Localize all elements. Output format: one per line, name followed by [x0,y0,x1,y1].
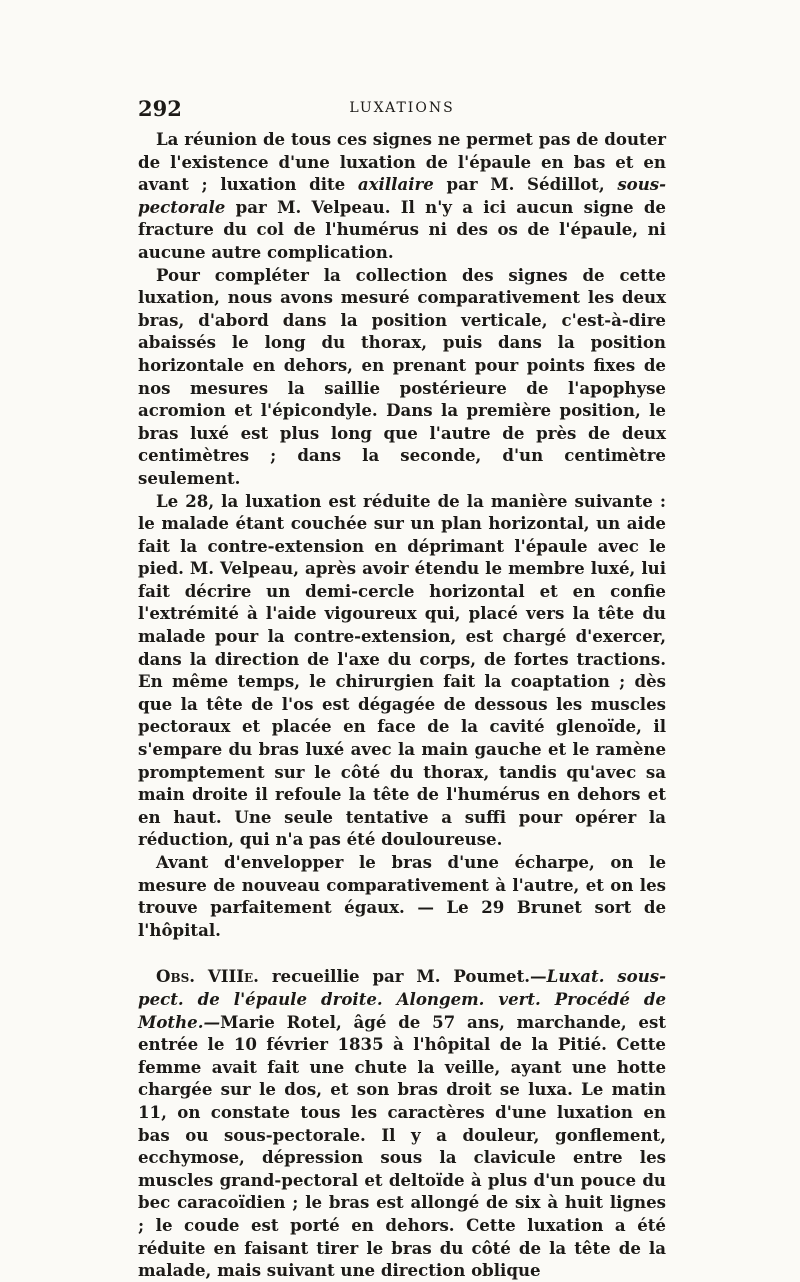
observation-8: Obs. VIIIe. recueillie par M. Poumet.—Luxat. sous-pect. de l'épaule droite. Alongem. vert. Procédé de Mothe.—Marie Rotel, âgé de 57 ans, marchande, est entrée le 10 février 1835 à l'hôpital de la Pitié. Cette femme avait fait une chute la veille, ayant une hotte chargée sur le dos, et son bras droit se luxa. Le matin 11, on constate tous les caractères d'une luxation en bas ou sous-pectorale. Il y a douleur, gonflement, ecchymose, dépression sous la clavicule entre les muscles grand-pectoral et deltoïde à plus d'un pouce du bec caracoïdien ; le bras est allongé de six à huit lignes ; le coude est porté en dehors. Cette luxation a été réduite en faisant tirer le bras du côté de la tête de la malade, mais suivant une direction oblique [138,966,667,1281]
obs-label: Obs. VIIIe. [156,966,259,987]
running-head: LUXATIONS [349,100,455,116]
page-number: 292 [138,96,182,121]
page-header [138,96,666,122]
italic-axillaire: axillaire [357,174,434,195]
paragraph-2: Pour compléter la collection des signes de cette luxation, nous avons mesuré comparativement les deux bras, d'abord dans la position verticale, c'est-à-dire abaissés le long du thorax, puis dans la position horizontale en dehors, en prenant pour points fixes de nos mesures la saillie postérieure de l'apophyse acromion et l'épicondyle. Dans la première position, le bras luxé est plus long que l'autre de près de deux centimètres ; dans la seconde, d'un centimètre seulement. [138,264,666,488]
paragraph-4: Avant d'envelopper le bras d'une écharpe, on le mesure de nouveau comparativement à l'autre, et on les trouve parfaitement égaux. — Le 29 Brunet sort de l'hôpital. [138,852,666,940]
body-text [138,128,666,1282]
paragraph-3: Le 28, la luxation est réduite de la manière suivante : le malade étant couchée sur un plan horizontal, un aide fait la contre-extension en déprimant l'épaule avec le pied. M. Velpeau, après avoir étendu le membre luxé, lui fait décrire un demi-cercle horizontal et en confie l'extrémité à l'aide vigoureux qui, placé vers la tête du malade pour la contre-extension, est chargé d'exercer, dans la direction de l'axe du corps, de fortes tractions. En même temps, le chirurgien fait la coaptation ; dès que la tête de l'os est dégagée de dessous les muscles pectoraux et placée en face de la cavité glenoïde, il s'empare du bras luxé avec la main gauche et le ramène promptement sur le côté du thorax, tandis qu'avec sa main droite il refoule la tête de l'humérus en dehors et en haut. Une seule tentative a suffi pour opérer la réduction, qui n'a pas été douloureuse. [138,490,666,850]
italic-obs-title: Luxat. sous-pect. de l'épaule droite. Alongem. vert. Procédé de Mothe.— [138,966,667,1032]
paragraph-1: La réunion de tous ces signes ne permet pas de douter de l'existence d'une luxation de l'épaule en bas et en avant ; luxation dite axillaire par M. Sédillot, sous-pectorale par M. Velpeau. Il n'y a ici aucun signe de fracture du col de l'humérus ni des os de l'épaule, ni aucune autre complication. [138,129,667,262]
italic-sous-pectorale: sous-pectorale [138,174,667,217]
